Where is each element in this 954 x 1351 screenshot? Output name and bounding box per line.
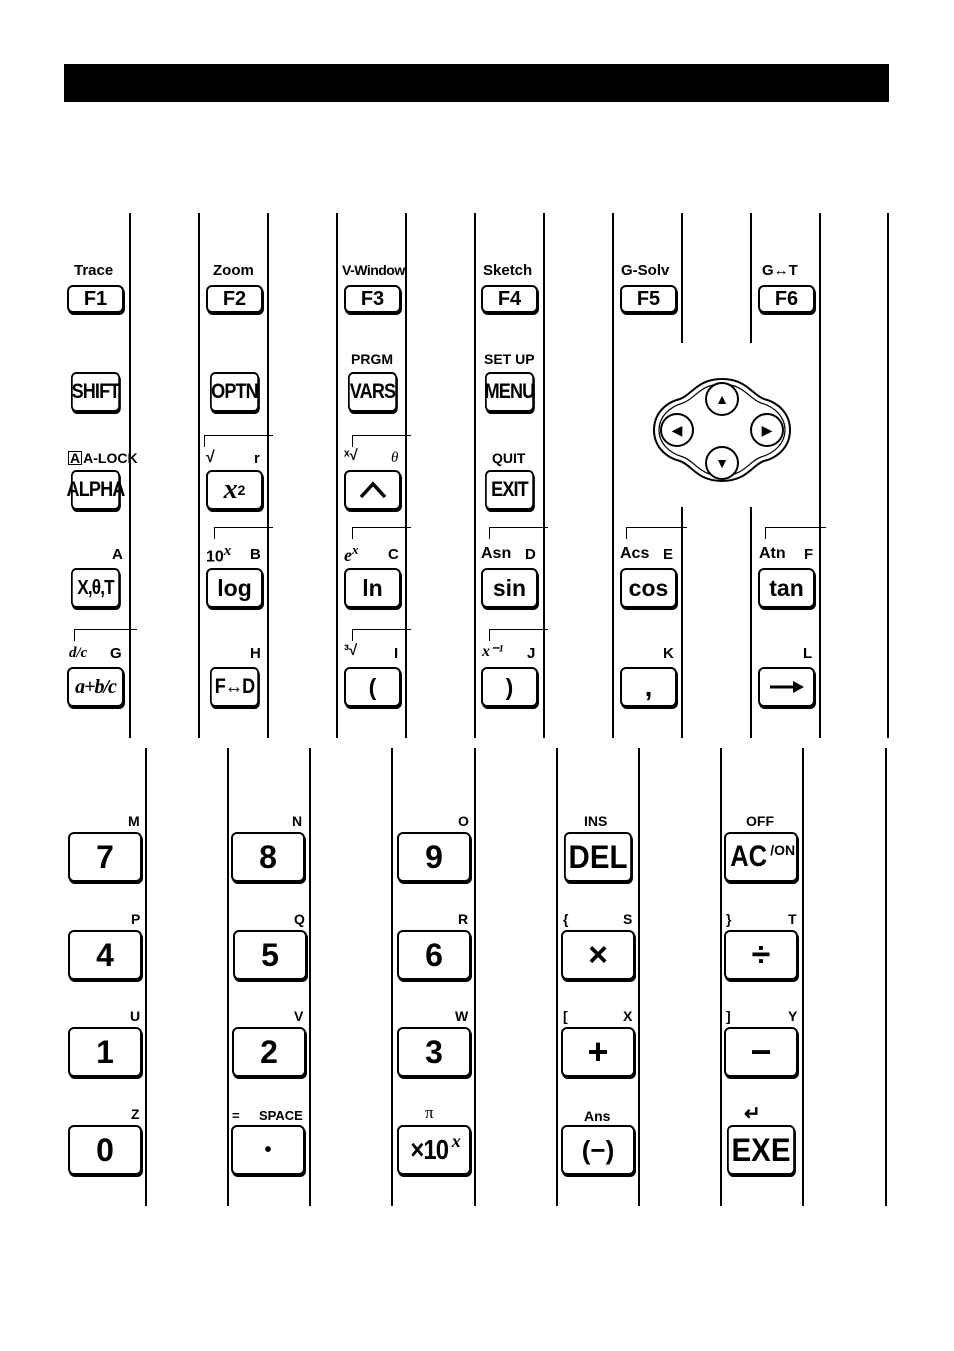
alpha-label-b: B — [250, 546, 261, 563]
log-key[interactable]: log — [206, 568, 263, 608]
alpha-label-theta: θ — [391, 450, 399, 466]
alpha-label-n: N — [292, 813, 303, 829]
alpha-key[interactable]: ALPHA — [71, 470, 120, 510]
ln-key[interactable]: ln — [344, 568, 401, 608]
divider-line — [145, 748, 147, 1206]
shift-label-open-brace: { — [563, 911, 569, 927]
shift-label-sqrt: √ — [206, 449, 215, 466]
six-key[interactable]: 6 — [397, 930, 471, 980]
open-paren-key[interactable]: ( — [344, 667, 401, 707]
alpha-label-l: L — [803, 645, 813, 662]
vars-key[interactable]: VARS — [348, 372, 397, 412]
dpad — [652, 375, 792, 485]
alpha-label-f: F — [804, 546, 814, 563]
alpha-label-c: C — [388, 546, 399, 563]
shift-label-open-bracket: [ — [563, 1008, 568, 1024]
alock-box-icon: A — [70, 450, 81, 466]
divider-line — [681, 213, 683, 343]
alpha-label-s: S — [623, 911, 633, 927]
shift-label-atn: Atn — [759, 545, 786, 562]
shift-label-close-brace: } — [726, 911, 732, 927]
x-theta-t-key[interactable]: X,θ,T — [71, 568, 120, 608]
three-key[interactable]: 3 — [397, 1027, 471, 1077]
bracket — [352, 527, 411, 539]
shift-label-xroot: ˣ√ — [344, 447, 358, 464]
alpha-label-p: P — [131, 911, 141, 927]
close-paren-key[interactable]: ) — [481, 667, 538, 707]
divider-line — [474, 748, 476, 1206]
alpha-label-h: H — [250, 645, 261, 662]
one-key[interactable]: 1 — [68, 1027, 142, 1077]
fraction-key[interactable]: a+b/c — [67, 667, 124, 707]
bracket — [626, 527, 687, 539]
shift-label-off: OFF — [746, 813, 774, 829]
shift-label-trace: Trace — [74, 262, 114, 279]
divider-line — [556, 748, 558, 1206]
alpha-label-a: A — [112, 546, 123, 563]
shift-label-zoom: Zoom — [213, 262, 254, 279]
alpha-label-o: O — [458, 813, 469, 829]
divider-line — [638, 748, 640, 1206]
alpha-label-e: E — [663, 546, 674, 563]
f2-key[interactable]: F2 — [206, 285, 263, 313]
exp-key[interactable]: ×10 $^x$ — [397, 1125, 471, 1175]
sin-key[interactable]: sin — [481, 568, 538, 608]
alpha-label-w: W — [455, 1008, 469, 1024]
shift-label-ex: $e^x$ — [344, 542, 359, 565]
alpha-label-g: G — [110, 645, 122, 662]
shift-label-gsolv: G-Solv — [621, 262, 670, 279]
shift-label-setup: SET UP — [484, 351, 535, 367]
zero-key[interactable]: 0 — [68, 1125, 142, 1175]
f1-key[interactable]: F1 — [67, 285, 124, 313]
f4-key[interactable]: F4 — [481, 285, 538, 313]
bracket — [352, 435, 411, 447]
shift-label-close-bracket: ] — [726, 1008, 731, 1024]
alpha-label-y: Y — [788, 1008, 798, 1024]
shift-label-sketch: Sketch — [483, 262, 533, 279]
alpha-label-r: r — [254, 450, 260, 467]
alpha-label-m: M — [128, 813, 140, 829]
left-arrow-key[interactable]: ◀ — [660, 413, 694, 447]
divider-line — [198, 213, 200, 738]
alpha-label-d: D — [525, 546, 536, 563]
power-key[interactable] — [344, 470, 401, 510]
ac-on-key[interactable]: AC $^{/ON}$ — [724, 832, 798, 882]
shift-label-asn: Asn — [481, 545, 512, 562]
right-arrow-icon — [767, 679, 807, 695]
divider-line — [819, 213, 821, 738]
right-arrow-key[interactable]: ▶ — [750, 413, 784, 447]
alpha-label-j: J — [527, 645, 536, 662]
minus-key[interactable]: − — [724, 1027, 798, 1077]
shift-label-10x: 10$^x$ — [206, 543, 232, 566]
shift-label-quit: QUIT — [492, 450, 526, 466]
assign-arrow-key[interactable] — [758, 667, 815, 707]
divider-line — [129, 213, 131, 738]
divider-line — [336, 213, 338, 738]
divider-line — [474, 213, 476, 738]
cos-key[interactable]: cos — [620, 568, 677, 608]
header-bar — [64, 64, 889, 102]
negative-key[interactable]: (−) — [561, 1125, 635, 1175]
alpha-label-k: K — [663, 645, 674, 662]
shift-label-inverse: x⁻¹ — [482, 643, 504, 660]
shift-label-pi: π — [425, 1103, 434, 1122]
bracket — [489, 629, 548, 641]
alpha-label-i: I — [394, 645, 399, 662]
shift-key[interactable]: SHIFT — [71, 372, 120, 412]
alpha-label-q: Q — [294, 911, 305, 927]
exe-key[interactable]: EXE — [727, 1125, 795, 1175]
x-squared-key[interactable] — [206, 470, 263, 510]
five-key[interactable]: 5 — [233, 930, 307, 980]
four-key[interactable]: 4 — [68, 930, 142, 980]
nine-key[interactable]: 9 — [397, 832, 471, 882]
bracket — [352, 629, 411, 641]
multiply-key[interactable]: × — [561, 930, 635, 980]
x-squared-exp: 2 — [237, 482, 246, 498]
alpha-label-r2: R — [458, 911, 469, 927]
divider-line — [681, 507, 683, 738]
divider-line — [543, 213, 545, 738]
shift-label-ins: INS — [584, 813, 608, 829]
shift-label-dc: d/c — [69, 645, 88, 661]
bracket — [74, 629, 137, 641]
alpha-label-t: T — [788, 911, 797, 927]
bracket — [204, 435, 273, 447]
fd-key[interactable]: F↔D — [210, 667, 259, 707]
bracket — [489, 527, 548, 539]
divider-line — [720, 748, 722, 1206]
divider-line — [227, 748, 229, 1206]
divider-line — [267, 213, 269, 738]
f5-key[interactable]: F5 — [620, 285, 677, 313]
divider-line — [802, 748, 804, 1206]
f6-key[interactable]: F6 — [758, 285, 815, 313]
newline-icon: ↵ — [744, 1103, 761, 1125]
del-key[interactable]: DEL — [564, 832, 632, 882]
divider-line — [885, 748, 887, 1206]
x-squared-base: x — [223, 474, 238, 505]
shift-label-cube-root: ³√ — [344, 642, 358, 659]
divider-line — [750, 507, 752, 738]
shift-label-vwindow: V-Window — [342, 262, 405, 278]
alpha-label-space: SPACE — [259, 1108, 303, 1123]
shift-label-alock: A A-LOCK — [70, 450, 138, 466]
divider-line — [391, 748, 393, 1206]
divider-line — [887, 213, 889, 738]
two-key[interactable]: 2 — [232, 1027, 306, 1077]
optn-key[interactable]: OPTN — [210, 372, 259, 412]
caret-icon — [358, 480, 388, 500]
shift-label-prgm: PRGM — [351, 351, 393, 367]
divide-key[interactable]: ÷ — [724, 930, 798, 980]
comma-key[interactable]: , — [620, 667, 677, 707]
seven-key[interactable]: 7 — [68, 832, 142, 882]
divider-line — [405, 213, 407, 738]
alpha-label-x: X — [623, 1008, 633, 1024]
alpha-label-v: V — [294, 1008, 304, 1024]
eight-key[interactable]: 8 — [231, 832, 305, 882]
divider-line — [309, 748, 311, 1206]
divider-line — [750, 213, 752, 343]
alpha-label-z: Z — [131, 1106, 140, 1122]
tan-key[interactable]: tan — [758, 568, 815, 608]
shift-label-equals: = — [232, 1108, 240, 1123]
exit-key[interactable]: EXIT — [485, 470, 534, 510]
down-arrow-key[interactable]: ▼ — [705, 446, 739, 480]
divider-line — [612, 213, 614, 738]
bracket — [765, 527, 826, 539]
decimal-point-key[interactable]: • — [231, 1125, 305, 1175]
shift-label-g-t: G↔T — [762, 262, 798, 279]
f3-key[interactable]: F3 — [344, 285, 401, 313]
plus-key[interactable]: + — [561, 1027, 635, 1077]
bracket — [214, 527, 273, 539]
menu-key[interactable]: MENU — [485, 372, 534, 412]
shift-label-ans: Ans — [584, 1108, 611, 1124]
up-arrow-key[interactable]: ▲ — [705, 382, 739, 416]
alpha-label-u: U — [130, 1008, 141, 1024]
shift-label-acs: Acs — [620, 545, 650, 562]
